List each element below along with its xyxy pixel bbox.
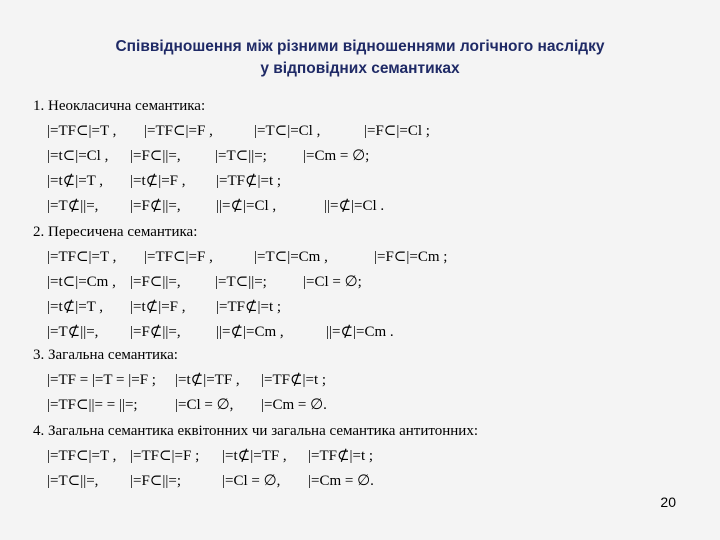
- slide-title: [0, 36, 720, 80]
- section-title: 3. Загальна семантика:: [33, 347, 178, 363]
- formula: |=F⊂|=Cm ;: [374, 249, 448, 265]
- formula-line: [33, 270, 447, 295]
- formula: |=T⊂||=,: [47, 473, 99, 489]
- formula-line: [33, 295, 447, 320]
- formula: |=TF⊂|=T ,: [47, 123, 117, 139]
- formula: |=F⊄||=,: [130, 198, 181, 214]
- formula: |=Cm = ∅.: [308, 473, 374, 489]
- formula: |=TF⊄|=t ;: [216, 299, 282, 315]
- section-neoclassical: [33, 93, 430, 219]
- formula: |=TF⊄|=t ;: [308, 448, 374, 464]
- formula-line: [33, 119, 430, 144]
- section-title: 1. Неокласична семантика:: [33, 98, 206, 114]
- formula: |=F⊂||=;: [130, 473, 182, 489]
- formula: |=TF⊂|=F ,: [144, 123, 213, 139]
- formula: |=TF⊄|=t ;: [261, 372, 327, 388]
- formula: |=Cm = ∅.: [261, 397, 327, 413]
- formula: |=F⊂||=,: [130, 148, 181, 164]
- section-general: [33, 342, 327, 418]
- formula: |=Cl = ∅,: [222, 473, 281, 489]
- formula-line: [33, 368, 327, 393]
- formula: |=t⊄|=TF ,: [222, 448, 287, 464]
- formula: |=TF⊂||= = ||=;: [47, 397, 138, 413]
- formula: |=TF⊂|=T ,: [47, 249, 117, 265]
- formula: |=Cl = ∅;: [303, 274, 362, 290]
- section-title: 2. Пересичена семантика:: [33, 224, 198, 240]
- formula: |=t⊄|=F ,: [130, 173, 186, 189]
- formula: |=t⊂|=Cl ,: [47, 148, 109, 164]
- formula: ||=⊄|=Cm ,: [216, 324, 284, 340]
- formula: |=F⊂|=Cl ;: [364, 123, 430, 139]
- formula-line: [33, 393, 327, 418]
- formula: |=TF = |=T = |=F ;: [47, 372, 156, 388]
- formula: |=F⊄||=,: [130, 324, 181, 340]
- formula: |=T⊄||=,: [47, 198, 99, 214]
- section-title: 4. Загальна семантика еквітонних чи загальна семантика антитонних:: [33, 423, 478, 439]
- formula: ||=⊄|=Cm .: [326, 324, 394, 340]
- formula: |=TF⊂|=F ;: [130, 448, 200, 464]
- formula: |=TF⊂|=F ,: [144, 249, 213, 265]
- section-equitone-antitone: [33, 418, 478, 494]
- formula: |=T⊂||=;: [215, 148, 267, 164]
- formula: |=TF⊂|=T ,: [47, 448, 117, 464]
- formula: ||=⊄|=Cl .: [324, 198, 385, 214]
- formula-line: [33, 245, 447, 270]
- formula-line: [33, 169, 430, 194]
- formula-line: [33, 469, 478, 494]
- formula-line: [33, 444, 478, 469]
- formula: |=t⊂|=Cm ,: [47, 274, 116, 290]
- page-number: 20: [660, 494, 676, 510]
- formula: |=t⊄|=F ,: [130, 299, 186, 315]
- formula: |=t⊄|=T ,: [47, 299, 104, 315]
- formula-line: [33, 144, 430, 169]
- title-line-1: Співвідношення між різними відношеннями логічного наслідку: [115, 38, 605, 55]
- formula: |=T⊂|=Cl ,: [254, 123, 321, 139]
- title-line-2: у відповідних семантиках: [260, 60, 460, 77]
- formula: ||=⊄|=Cl ,: [216, 198, 277, 214]
- formula: |=T⊂|=Cm ,: [254, 249, 328, 265]
- formula: |=T⊂||=;: [215, 274, 267, 290]
- formula: |=t⊄|=T ,: [47, 173, 104, 189]
- formula: |=F⊂||=,: [130, 274, 181, 290]
- formula: |=Cl = ∅,: [175, 397, 234, 413]
- formula: |=TF⊄|=t ;: [216, 173, 282, 189]
- formula-line: [33, 194, 430, 219]
- formula: |=T⊄||=,: [47, 324, 99, 340]
- section-oversaturated: [33, 219, 447, 345]
- formula: |=t⊄|=TF ,: [175, 372, 240, 388]
- formula: |=Cm = ∅;: [303, 148, 370, 164]
